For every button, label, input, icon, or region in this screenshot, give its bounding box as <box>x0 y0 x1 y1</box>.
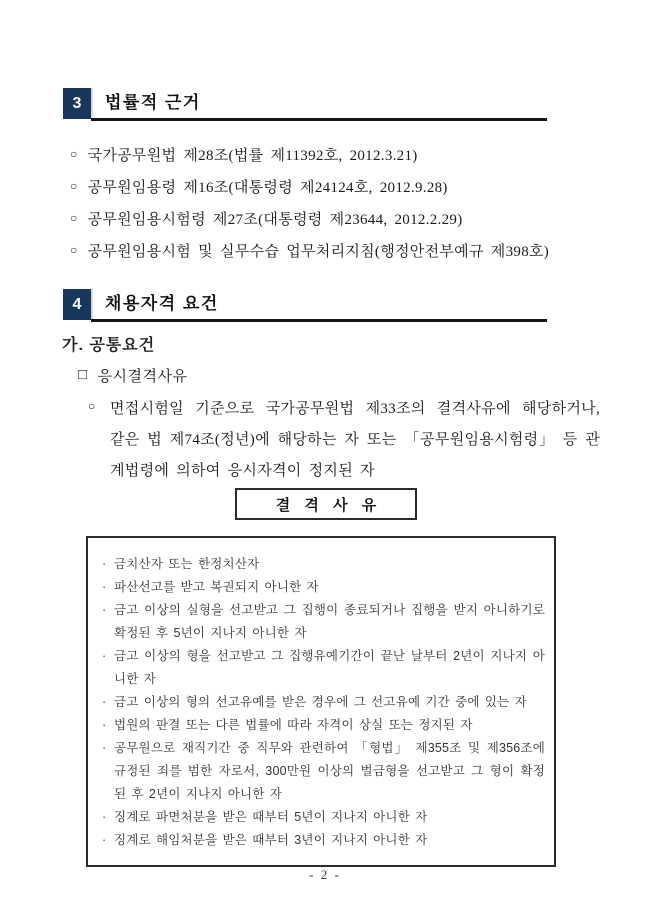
list-item-text: 금치산자 또는 한정치산자 <box>114 557 260 571</box>
list-item <box>70 138 615 170</box>
list-item-text: 국가공무원법 제28조(법률 제11392호, 2012.3.21) <box>87 147 418 164</box>
disqualification-list <box>100 553 545 852</box>
dot-bullet-icon: · <box>102 603 107 617</box>
circle-bullet-icon: ○ <box>70 146 78 161</box>
section-legal-header-rule <box>91 88 547 121</box>
list-item-text: 금고 이상의 형의 선고유예를 받은 경우에 그 선고유예 기간 중에 있는 자 <box>114 695 527 709</box>
dot-bullet-icon: · <box>102 695 107 709</box>
disqualification-label-box <box>235 488 417 520</box>
section-legal-header <box>63 88 547 121</box>
list-item <box>70 202 615 234</box>
section-qualification-title: 채용자격 요건 <box>105 294 219 313</box>
dot-bullet-icon: · <box>102 833 107 847</box>
subsection-common-requirements: 가. 공통요건 <box>62 337 156 354</box>
list-item <box>70 234 615 266</box>
circle-bullet-icon: ○ <box>70 178 78 193</box>
disqualification-paragraph-text: 면접시험일 기준으로 국가공무원법 제33조의 결격사유에 해당하거나, 같은 법 제74조(정년)에 해당하는 자 또는 「공무원임용시험령」 등 관계법령에 의하여 응시자격이 정지된 자 <box>110 401 600 479</box>
list-item-text: 공무원임용시험령 제27조(대통령령 제23644, 2012.2.29) <box>87 211 463 228</box>
square-bullet-icon: □ <box>78 367 88 383</box>
dot-bullet-icon: · <box>102 580 107 594</box>
list-item <box>100 553 545 576</box>
section-legal-title: 법률적 근거 <box>105 93 201 112</box>
dot-bullet-icon: · <box>102 557 107 571</box>
dot-bullet-icon: · <box>102 718 107 732</box>
disqualification-label-text: 결 격 사 유 <box>275 496 382 514</box>
dot-bullet-icon: · <box>102 810 107 824</box>
section-qualification-number-badge: 4 <box>63 289 91 320</box>
list-item-text: 징계로 파면처분을 받은 때부터 5년이 지나지 아니한 자 <box>114 810 428 824</box>
list-item <box>100 829 545 852</box>
list-item-text: 금고 이상의 실형을 선고받고 그 집행이 종료되거나 집행을 받지 아니하기로 확정된 후 5년이 지나지 아니한 자 <box>114 603 545 640</box>
circle-bullet-icon: ○ <box>70 242 78 257</box>
disqualification-reason-label: 응시결격사유 <box>97 369 188 385</box>
section-qualification-header <box>63 289 547 322</box>
section-qualification-header-rule <box>91 289 547 322</box>
list-item-text: 징계로 해임처분을 받은 때부터 3년이 지나지 아니한 자 <box>114 833 428 847</box>
circle-bullet-icon: ○ <box>70 210 78 225</box>
list-item <box>70 170 615 202</box>
list-item <box>100 806 545 829</box>
list-item <box>100 737 545 806</box>
list-item <box>100 645 545 691</box>
section-legal-number-badge: 3 <box>63 88 91 119</box>
dot-bullet-icon: · <box>102 649 107 663</box>
list-item <box>100 714 545 737</box>
list-item-text: 금고 이상의 형을 선고받고 그 집행유예기간이 끝난 날부터 2년이 지나지 아니한 자 <box>114 649 545 686</box>
disqualification-box <box>86 536 556 867</box>
list-item-text: 공무원으로 재직기간 중 직무와 관련하여 「형법」 제355조 및 제356조에 규정된 죄를 범한 자로서, 300만원 이상의 벌금형을 선고받고 그 형이 확정된 후 2년이 지나지 아니한 자 <box>114 741 545 801</box>
list-item-text: 공무원임용시험 및 실무수습 업무처리지침(행정안전부예규 제398호) <box>87 243 550 260</box>
disqualification-reason-heading <box>78 365 188 386</box>
list-item-text: 공무원임용령 제16조(대통령령 제24124호, 2012.9.28) <box>87 179 448 196</box>
list-item-text: 법원의 판결 또는 다른 법률에 따라 자격이 상실 또는 정지된 자 <box>114 718 473 732</box>
legal-basis-list <box>70 138 615 266</box>
list-item <box>100 576 545 599</box>
list-item <box>100 691 545 714</box>
dot-bullet-icon: · <box>102 741 107 755</box>
list-item <box>100 599 545 645</box>
page-number: - 2 - <box>309 867 341 882</box>
disqualification-paragraph <box>88 394 600 487</box>
circle-bullet-icon: ○ <box>88 399 96 413</box>
list-item-text: 파산선고를 받고 복권되지 아니한 자 <box>114 580 319 594</box>
